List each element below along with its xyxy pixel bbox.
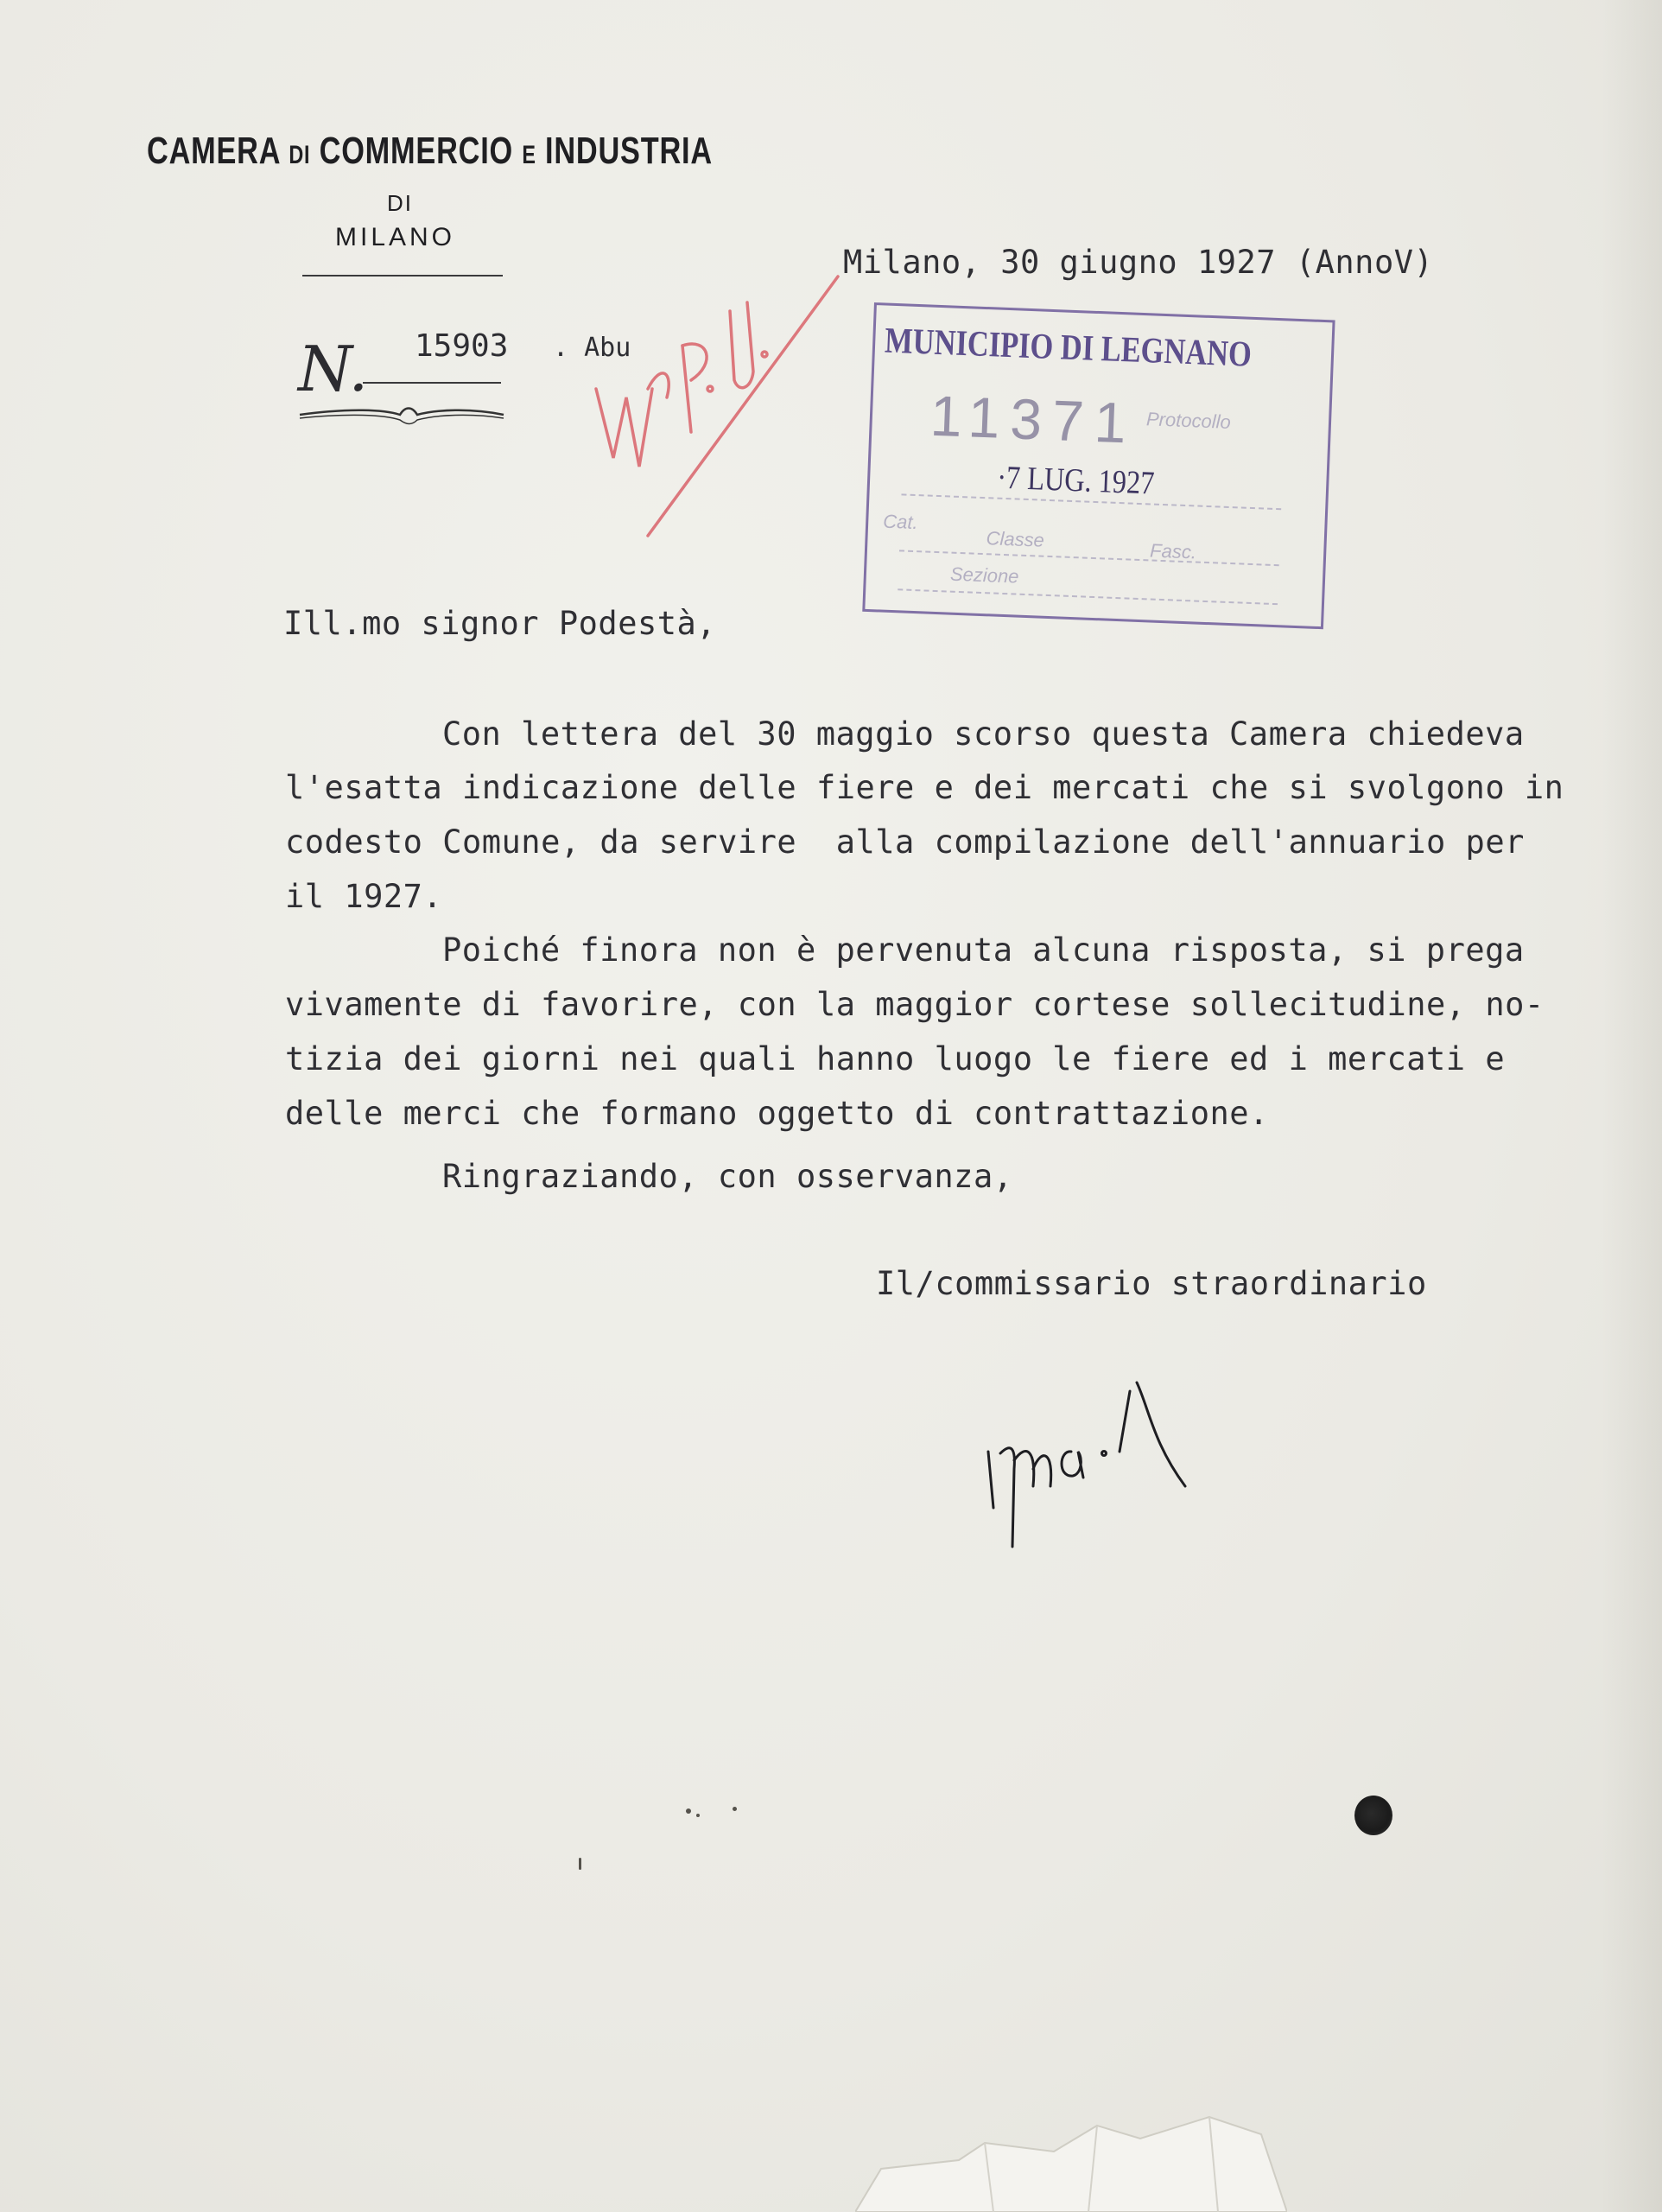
- protocol-prefix: N.: [298, 333, 369, 405]
- stamp-date: ·7 LUG. 1927: [996, 459, 1156, 502]
- protocol-underline: [363, 382, 501, 384]
- body-line: Poiché finora non è pervenuta alcuna risposta, si prega: [442, 931, 1525, 969]
- ink-blot: [1354, 1796, 1392, 1835]
- body-line: Con lettera del 30 maggio scorso questa Camera chiedeva: [442, 715, 1525, 753]
- salutation: Ill.mo signor Podestà,: [283, 605, 717, 642]
- letterhead-word: CAMERA: [147, 130, 281, 172]
- protocol-number: 15903: [415, 328, 509, 364]
- stamp-label: Cat.: [882, 510, 919, 534]
- stamp-title: MUNICIPIO DI LEGNANO: [884, 321, 1253, 375]
- letterhead-word: COMMERCIO: [319, 130, 514, 172]
- body-line: vivamente di favorire, con la maggior cortese sollecitudine, no-: [285, 986, 1545, 1023]
- torn-paper-edge: [855, 2091, 1287, 2212]
- body-line: tizia dei giorni nei quali hanno luogo le fiere ed i mercati e: [285, 1040, 1506, 1077]
- ink-speck: [579, 1858, 581, 1870]
- stamp-label: Sezione: [949, 563, 1019, 588]
- stamp-label: Fasc.: [1149, 539, 1197, 563]
- letterhead-di: DI: [387, 190, 413, 216]
- body-line: il 1927.: [285, 878, 443, 915]
- body-line: l'esatta indicazione delle fiere e dei mercati che si svolgono in: [285, 769, 1564, 806]
- protocol-suffix: . Abu: [553, 333, 631, 363]
- page-edge-shadow: [1602, 0, 1662, 2212]
- date-line: Milano, 30 giugno 1927 (AnnoV): [843, 244, 1434, 281]
- protocol-flourish: [298, 403, 505, 429]
- letterhead-city: MILANO: [335, 223, 456, 251]
- stamp-label: Classe: [986, 527, 1045, 551]
- ink-speck: [686, 1808, 691, 1814]
- body-line: Ringraziando, con osservanza,: [442, 1158, 1013, 1195]
- body-line: codesto Comune, da servire alla compilazione dell'annuario per: [285, 823, 1525, 861]
- red-pencil-annotation: [587, 259, 847, 553]
- letterhead-rule: [302, 275, 503, 276]
- letterhead-word: E: [522, 141, 536, 169]
- ink-speck: [733, 1807, 737, 1811]
- body-line: delle merci che formano oggetto di contrattazione.: [285, 1095, 1269, 1132]
- letterhead-word: INDUSTRIA: [545, 130, 713, 172]
- handwritten-signature: [976, 1357, 1201, 1564]
- stamp-number: 11371: [929, 383, 1138, 455]
- letterhead-title: [147, 130, 713, 173]
- closing-title: Il/commissario straordinario: [876, 1265, 1427, 1302]
- stamp-label: Protocollo: [1145, 408, 1232, 433]
- municipal-stamp: [862, 302, 1358, 640]
- ink-speck: [696, 1814, 700, 1817]
- letterhead-word: DI: [289, 141, 311, 169]
